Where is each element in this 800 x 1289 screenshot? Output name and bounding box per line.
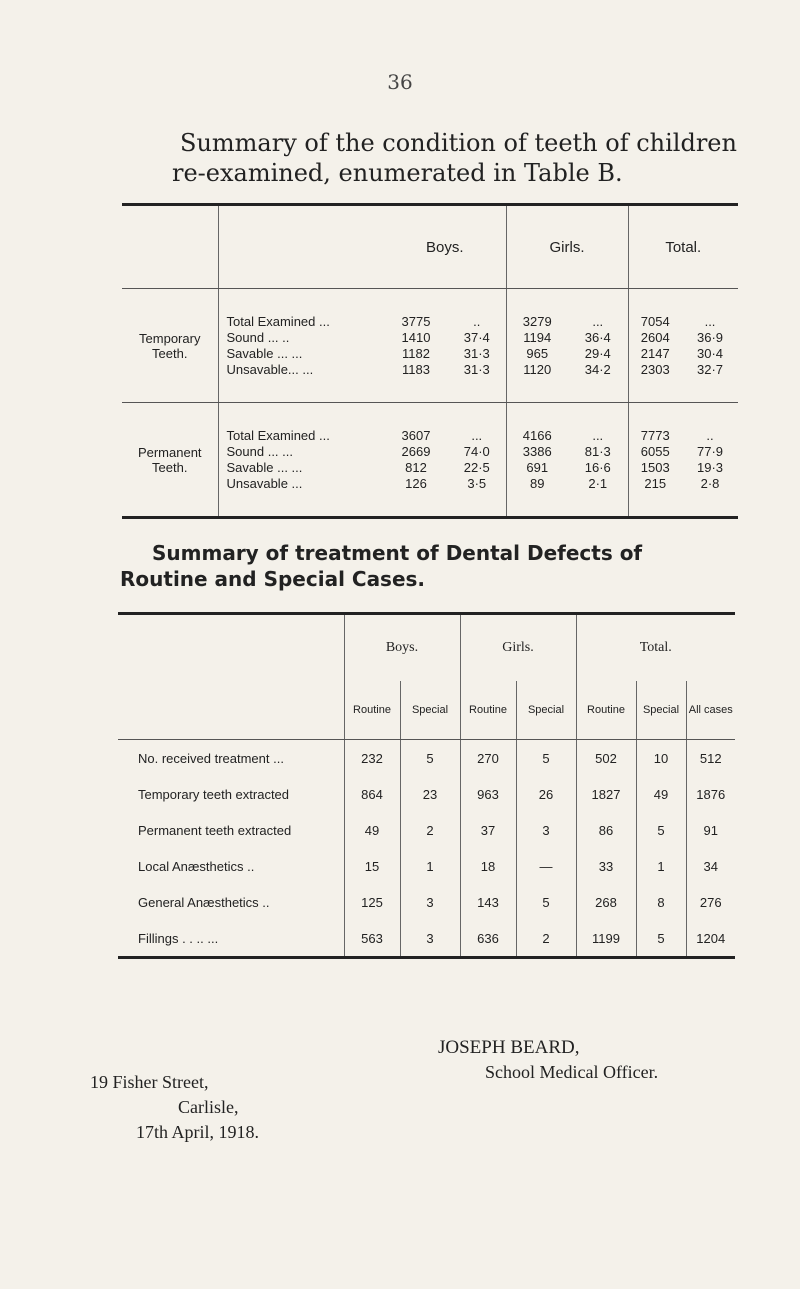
group-temporary (122, 289, 738, 403)
subheader-girls-routine: Routine (460, 681, 516, 740)
boys-number-col: 3775 1410 1182 1183 (384, 289, 448, 403)
group-name: Temporary Teeth. (122, 289, 218, 403)
row-label: Permanent teeth extracted (118, 812, 344, 848)
treatment-table (118, 612, 735, 959)
group-permanent (122, 403, 738, 518)
header-row (122, 205, 738, 289)
girls-percent-col: ... 81·3 16·6 2·1 (568, 403, 628, 518)
teeth-condition-table (122, 203, 738, 519)
subheader-girls-special: Special (516, 681, 576, 740)
row-label: Local Anæsthetics .. (118, 848, 344, 884)
header-girls: Girls. (460, 614, 576, 682)
signatory-name: JOSEPH BEARD, (438, 1037, 580, 1058)
subheader-total-special: Special (636, 681, 686, 740)
table-a-title (172, 128, 740, 188)
title-line-2: Routine and Special Cases. (120, 567, 426, 591)
subheader-boys-routine: Routine (344, 681, 400, 740)
boys-number-col: 3607 2669 812 126 (384, 403, 448, 518)
header-boys: Boys. (344, 614, 460, 682)
girls-percent-col: ... 36·4 29·4 34·2 (568, 289, 628, 403)
row-label: General Anæsthetics .. (118, 884, 344, 920)
table-row: Permanent teeth extracted 49 2 37 3 86 5 91 (118, 812, 735, 848)
table-row: Fillings . . .. ... 563 3 636 2 1199 5 1204 (118, 920, 735, 958)
table-row: General Anæsthetics .. 125 3 143 5 268 8 276 (118, 884, 735, 920)
title-line-1: Summary of the condition of teeth of children (180, 129, 737, 157)
row-label: Fillings . . .. ... (118, 920, 344, 958)
address-block (90, 1070, 259, 1145)
group-name: Permanent Teeth. (122, 403, 218, 518)
signatory-title: School Medical Officer. (485, 1062, 659, 1082)
table-row: Temporary teeth extracted 864 23 963 26 1827 49 1876 (118, 776, 735, 812)
girls-number-col: 3279 1194 965 1120 (506, 289, 568, 403)
header-total: Total. (628, 205, 738, 289)
row-labels: Total Examined ... Sound ... ... Savable ... ... Unsavable ... (218, 403, 384, 518)
row-label: No. received treatment ... (118, 740, 344, 777)
subheader-all-cases: All cases (686, 681, 735, 740)
table-b-title (120, 540, 642, 592)
total-percent-col: ... 36·9 30·4 32·7 (682, 289, 738, 403)
address-date: 17th April, 1918. (136, 1122, 260, 1142)
row-label: Temporary teeth extracted (118, 776, 344, 812)
sub-header-row (118, 681, 735, 740)
address-city: Carlisle, (178, 1097, 239, 1117)
row-labels: Total Examined ... Sound ... .. Savable ... ... Unsavable... ... (218, 289, 384, 403)
header-total: Total. (639, 640, 672, 655)
total-number-col: 7773 6055 1503 215 (628, 403, 682, 518)
girls-number-col: 4166 3386 691 89 (506, 403, 568, 518)
title-line-1: Summary of treatment of Dental Defects of (152, 541, 643, 565)
total-percent-col: .. 77·9 19·3 2·8 (682, 403, 738, 518)
group-header-row (118, 614, 735, 682)
title-line-2: re-examined, enumerated in Table B. (172, 159, 623, 187)
subheader-total-routine: Routine (576, 681, 636, 740)
address-street: 19 Fisher Street, (90, 1072, 209, 1092)
total-number-col: 7054 2604 2147 2303 (628, 289, 682, 403)
page-number: 36 (387, 70, 413, 94)
header-girls: Girls. (506, 205, 628, 289)
header-boys: Boys. (384, 205, 506, 289)
boys-percent-col: ... 74·0 22·5 3·5 (448, 403, 506, 518)
boys-percent-col: .. 37·4 31·3 31·3 (448, 289, 506, 403)
table-row: No. received treatment ... 232 5 270 5 502 10 512 (118, 740, 735, 777)
table-row: Local Anæsthetics .. 15 1 18 — 33 1 34 (118, 848, 735, 884)
signature-block (438, 1035, 658, 1085)
subheader-boys-special: Special (400, 681, 460, 740)
